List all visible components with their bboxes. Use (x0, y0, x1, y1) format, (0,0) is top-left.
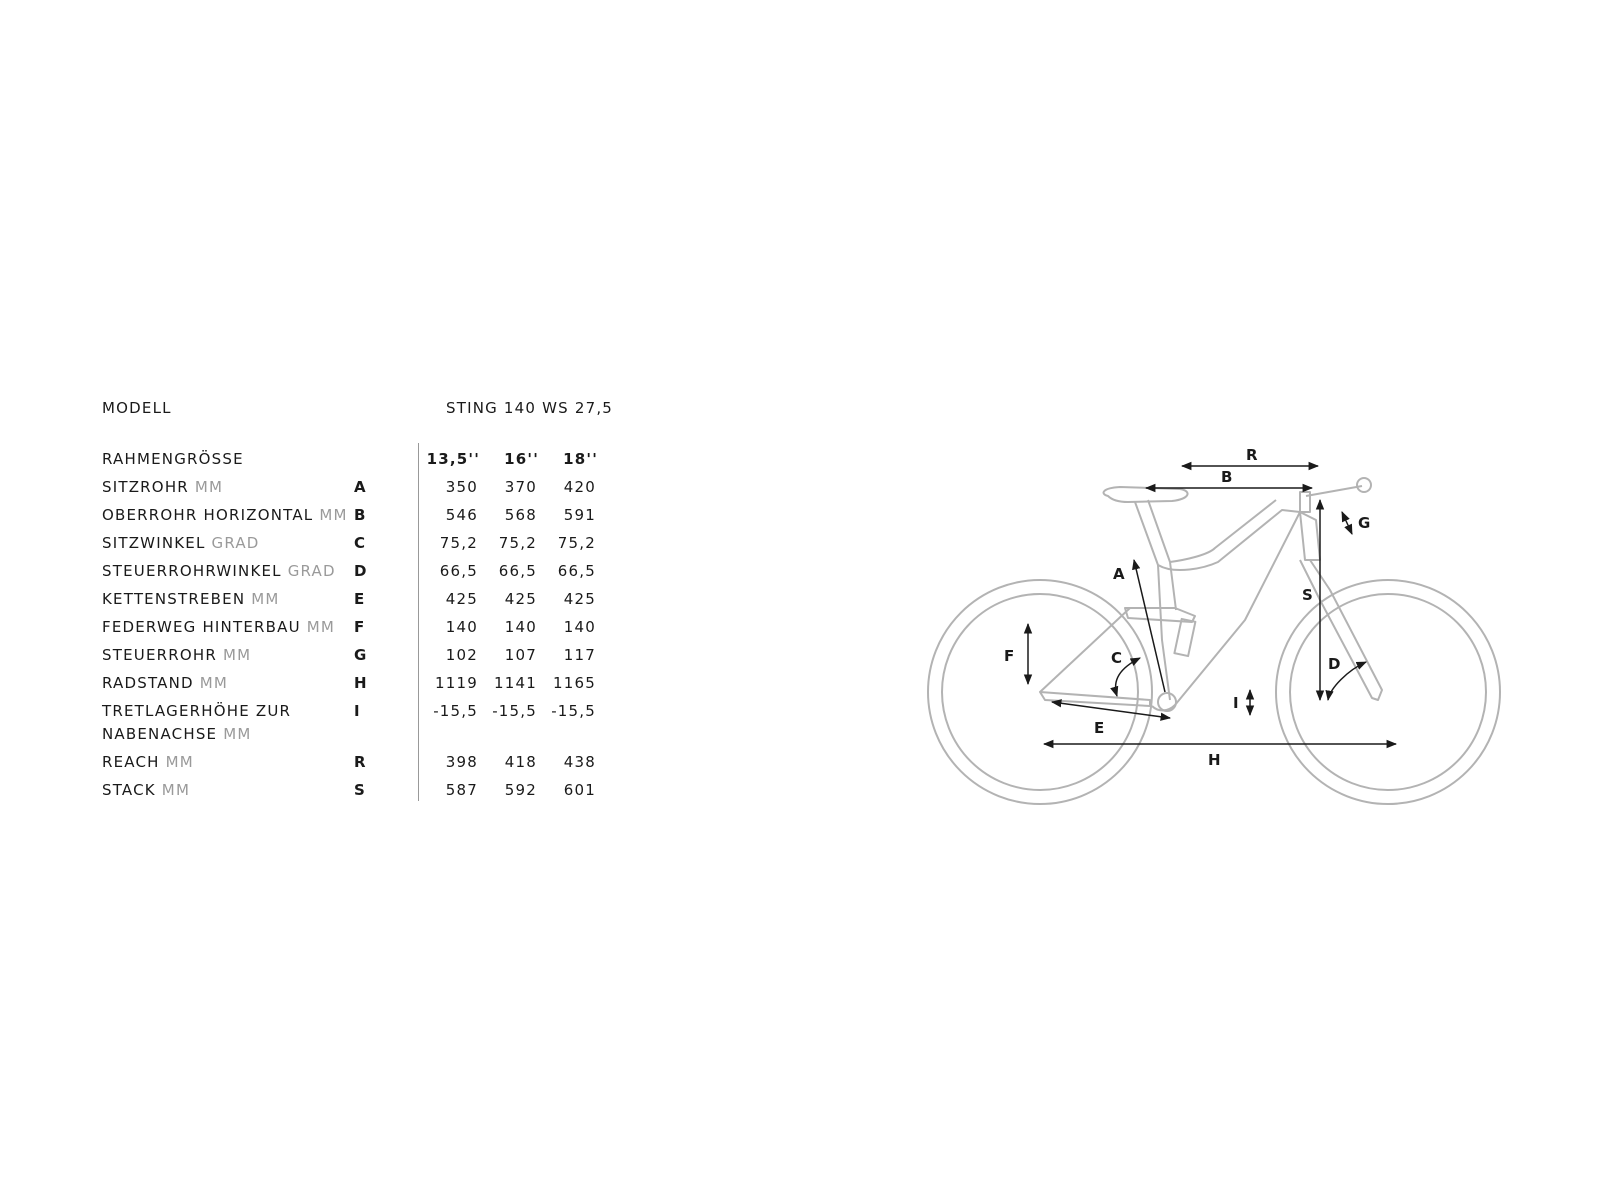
cell-value: 1119 (435, 674, 478, 692)
cell-value: 66,5 (557, 562, 596, 580)
row-label-stack: STACK MM (102, 781, 191, 799)
cell-value: 66,5 (439, 562, 478, 580)
label-h: H (1208, 751, 1221, 769)
row-label-seat-tube: SITZROHR MM (102, 478, 224, 496)
size-col-2: 16'' (504, 450, 539, 468)
row-label-top-tube: OBERROHR HORIZONTAL MM (102, 506, 348, 524)
cell-value: 102 (445, 646, 478, 664)
frame-size-label: RAHMENGRÖSSE (102, 450, 244, 468)
label-c: C (1111, 649, 1123, 667)
model-name: STING 140 WS 27,5 (446, 399, 614, 417)
dimension-g (1342, 512, 1352, 534)
label-a: A (1113, 565, 1125, 583)
row-letter: F (354, 618, 366, 636)
cell-value: 140 (563, 618, 596, 636)
cell-value: 75,2 (439, 534, 478, 552)
cell-value: 117 (563, 646, 596, 664)
label-d: D (1328, 655, 1341, 673)
row-label-bb-drop: TRETLAGERHÖHE ZUR (102, 702, 292, 720)
cell-value: 425 (445, 590, 478, 608)
row-label-bb-drop-line2: NABENACHSE MM (102, 725, 252, 743)
row-letter: H (354, 674, 368, 692)
cell-value: 107 (504, 646, 537, 664)
front-wheel (1276, 580, 1500, 804)
cell-value: 140 (445, 618, 478, 636)
row-label-head-angle: STEUERROHRWINKEL GRAD (102, 562, 336, 580)
cell-value: 418 (504, 753, 537, 771)
cell-value: 601 (563, 781, 596, 799)
row-label-chainstays: KETTENSTREBEN MM (102, 590, 280, 608)
label-g: G (1358, 514, 1371, 532)
cell-value: 75,2 (498, 534, 537, 552)
cell-value: 568 (504, 506, 537, 524)
row-letter: C (354, 534, 367, 552)
label-b: B (1221, 468, 1233, 486)
cell-value: 425 (563, 590, 596, 608)
label-e: E (1094, 719, 1105, 737)
row-letter: G (354, 646, 368, 664)
cell-value: 1141 (494, 674, 537, 692)
label-i: I (1233, 694, 1239, 712)
row-letter: E (354, 590, 366, 608)
size-col-1: 13,5'' (426, 450, 480, 468)
cell-value: 587 (445, 781, 478, 799)
row-letter: B (354, 506, 367, 524)
row-letter: I (354, 702, 361, 720)
cell-value: 1165 (553, 674, 596, 692)
row-letter: A (354, 478, 367, 496)
cell-value: -15,5 (551, 702, 596, 720)
cell-value: 592 (504, 781, 537, 799)
cell-value: 420 (563, 478, 596, 496)
cell-value: 546 (445, 506, 478, 524)
cell-value: -15,5 (433, 702, 478, 720)
cell-value: 591 (563, 506, 596, 524)
row-letter: S (354, 781, 367, 799)
cell-value: -15,5 (492, 702, 537, 720)
cell-value: 425 (504, 590, 537, 608)
label-s: S (1302, 586, 1313, 604)
cell-value: 398 (445, 753, 478, 771)
model-label: MODELL (102, 399, 172, 417)
row-letter: R (354, 753, 367, 771)
cell-value: 140 (504, 618, 537, 636)
label-r: R (1246, 446, 1258, 464)
row-label-reach: REACH MM (102, 753, 194, 771)
row-label-seat-angle: SITZWINKEL GRAD (102, 534, 260, 552)
cell-value: 66,5 (498, 562, 537, 580)
cell-value: 438 (563, 753, 596, 771)
row-label-head-tube: STEUERROHR MM (102, 646, 252, 664)
cell-value: 370 (504, 478, 537, 496)
bike-frame (1040, 478, 1382, 711)
bike-geometry-diagram (900, 430, 1520, 810)
cell-value: 350 (445, 478, 478, 496)
row-letter: D (354, 562, 368, 580)
row-label-rear-travel: FEDERWEG HINTERBAU MM (102, 618, 336, 636)
label-f: F (1004, 647, 1015, 665)
size-col-3: 18'' (563, 450, 598, 468)
cell-value: 75,2 (557, 534, 596, 552)
row-label-wheelbase: RADSTAND MM (102, 674, 229, 692)
